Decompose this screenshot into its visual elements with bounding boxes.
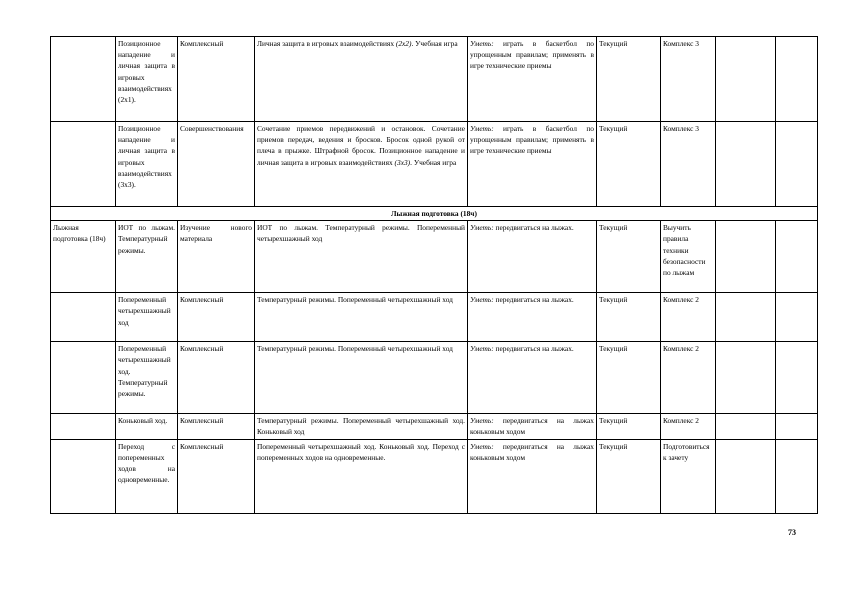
requirements-cell: Уметь: играть в баскетбол по упрощенным правилам; применять в игре технические приемы bbox=[468, 37, 597, 122]
section-cell bbox=[51, 37, 116, 122]
section-cell bbox=[51, 342, 116, 414]
date-cell bbox=[776, 439, 818, 513]
date-cell bbox=[776, 221, 818, 293]
topic-cell: Позиционное нападение и личная защита в игровых взаимодействиях (3х3). bbox=[116, 122, 178, 207]
lesson-type-cell: Комплексный bbox=[178, 342, 255, 414]
content-cell: ИОТ по лыжам. Температурный режимы. Попеременный четырехшажный ход bbox=[255, 221, 468, 293]
content-cell: Температурный режимы. Попеременный четырехшажный ход. Коньковый ход bbox=[255, 414, 468, 439]
topic-cell: ИОТ по лыжам. Температурный режимы. bbox=[116, 221, 178, 293]
homework-cell: Подготовиться к зачету bbox=[661, 439, 716, 513]
control-cell: Текущий bbox=[597, 293, 661, 342]
control-cell: Текущий bbox=[597, 414, 661, 439]
date-cell bbox=[716, 293, 776, 342]
lesson-plan-table bbox=[50, 36, 818, 514]
homework-cell: Комплекс 2 bbox=[661, 293, 716, 342]
section-cell bbox=[51, 293, 116, 342]
date-cell bbox=[776, 342, 818, 414]
requirements-cell: Уметь: играть в баскетбол по упрощенным правилам; применять в игре технические приемы bbox=[468, 122, 597, 207]
requirements-cell: Уметь: передвигаться на лыжах коньковым ходом bbox=[468, 414, 597, 439]
date-cell bbox=[776, 122, 818, 207]
homework-cell: Комплекс 3 bbox=[661, 122, 716, 207]
lesson-type-cell: Комплексный bbox=[178, 37, 255, 122]
control-cell: Текущий bbox=[597, 37, 661, 122]
section-header-row bbox=[51, 207, 818, 221]
section-cell bbox=[51, 122, 116, 207]
homework-cell: Комплекс 3 bbox=[661, 37, 716, 122]
lesson-type-cell: Совершенствования bbox=[178, 122, 255, 207]
table-row bbox=[51, 122, 818, 207]
content-cell: Сочетание приемов передвижений и остановок. Сочетание приемов передач, ведения и бросков. Бросок одной рукой от плеча в прыжке. Штрафной бросок. Позиционное нападение и личная защита в игровых взаимодействиях (3х3). Учебная игра bbox=[255, 122, 468, 207]
requirements-cell: Уметь: передвигаться на лыжах коньковым ходом bbox=[468, 439, 597, 513]
content-cell: Температурный режимы. Попеременный четырехшажный ход bbox=[255, 342, 468, 414]
control-cell: Текущий bbox=[597, 221, 661, 293]
lesson-type-cell: Комплексный bbox=[178, 439, 255, 513]
homework-cell: Комплекс 2 bbox=[661, 342, 716, 414]
content-cell: Температурный режимы. Попеременный четырехшажный ход bbox=[255, 293, 468, 342]
section-header: Лыжная подготовка (18ч) bbox=[51, 207, 818, 221]
topic-cell: Переход с попеременных ходов на одновременные. bbox=[116, 439, 178, 513]
date-cell bbox=[776, 414, 818, 439]
section-cell: Лыжная подготовка (18ч) bbox=[51, 221, 116, 293]
section-cell bbox=[51, 439, 116, 513]
date-cell bbox=[716, 342, 776, 414]
table-row bbox=[51, 439, 818, 513]
requirements-cell: Уметь: передвигаться на лыжах. bbox=[468, 342, 597, 414]
date-cell bbox=[716, 414, 776, 439]
date-cell bbox=[716, 122, 776, 207]
content-cell: Попеременный четырехшажный ход. Коньковый ход. Переход с попеременных ходов на одновременные. bbox=[255, 439, 468, 513]
table-row bbox=[51, 37, 818, 122]
control-cell: Текущий bbox=[597, 342, 661, 414]
date-cell bbox=[776, 293, 818, 342]
control-cell: Текущий bbox=[597, 439, 661, 513]
content-cell: Личная защита в игровых взаимодействиях (2х2). Учебная игра bbox=[255, 37, 468, 122]
topic-cell: Коньковый ход. bbox=[116, 414, 178, 439]
date-cell bbox=[716, 37, 776, 122]
table-row bbox=[51, 342, 818, 414]
requirements-cell: Уметь: передвигаться на лыжах. bbox=[468, 221, 597, 293]
lesson-type-cell: Комплексный bbox=[178, 414, 255, 439]
date-cell bbox=[776, 37, 818, 122]
homework-cell: Выучить правила техники безопасности по лыжам bbox=[661, 221, 716, 293]
homework-cell: Комплекс 2 bbox=[661, 414, 716, 439]
lesson-type-cell: Изучение нового материала bbox=[178, 221, 255, 293]
table-row bbox=[51, 221, 818, 293]
date-cell bbox=[716, 439, 776, 513]
section-cell bbox=[51, 414, 116, 439]
control-cell: Текущий bbox=[597, 122, 661, 207]
lesson-type-cell: Комплексный bbox=[178, 293, 255, 342]
table-row bbox=[51, 293, 818, 342]
table-row bbox=[51, 414, 818, 439]
page-number: 73 bbox=[788, 528, 796, 537]
date-cell bbox=[716, 221, 776, 293]
topic-cell: Позиционное нападение и личная защита в игровых взаимодействиях (2х1). bbox=[116, 37, 178, 122]
requirements-cell: Уметь: передвигаться на лыжах. bbox=[468, 293, 597, 342]
topic-cell: Попеременный четырехшажный ход. Температурный режимы. bbox=[116, 342, 178, 414]
topic-cell: Попеременный четырехшажный ход bbox=[116, 293, 178, 342]
